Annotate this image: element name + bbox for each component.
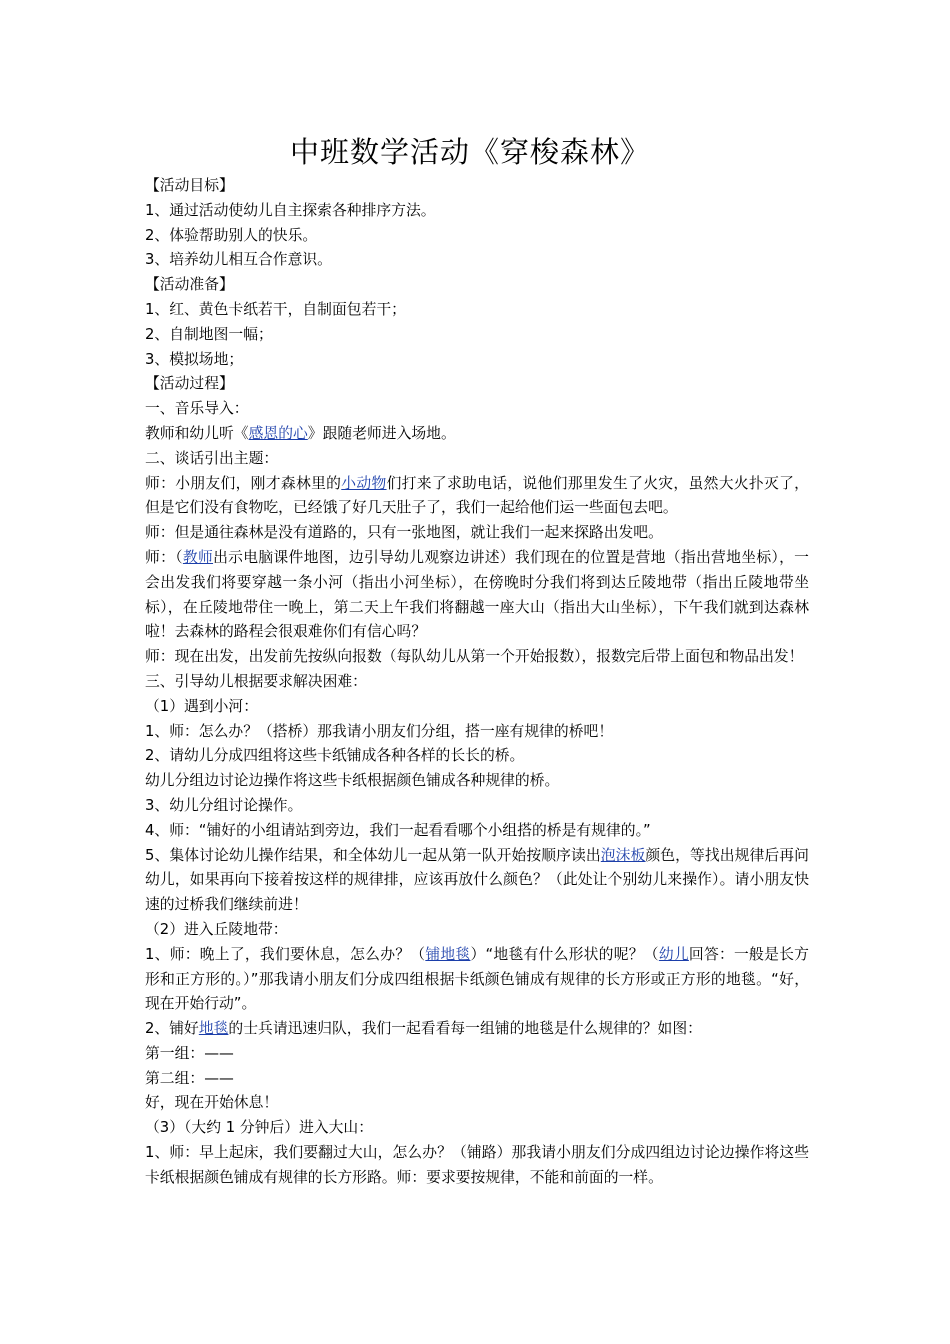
text: ）“地毯有什么形状的呢？（ — [470, 945, 659, 963]
paragraph: 1、师：早上起床，我们要翻过大山，怎么办？（铺路）那我请小朋友们分成四组边讨论边操作将这些卡纸根据颜色铺成有规律的长方形路。师：要求要按规律，不能和前面的一样。 — [145, 1144, 809, 1186]
paragraph: 2、请幼儿分成四组将这些卡纸铺成各种各样的长长的桥。 — [145, 747, 525, 765]
text: 教师和幼儿听《 — [145, 424, 249, 442]
text: 颜色，等找出规律后再问幼儿，如果再向下接着按这样的规律排，应该再放什么颜色？（此处让个别幼儿来操作）。请小朋友快速的过桥我们继续前进！ — [145, 846, 809, 914]
document-body — [145, 174, 809, 1191]
process-heading: 【活动过程】 — [145, 375, 234, 393]
paragraph: 好，现在开始休息！ — [145, 1094, 279, 1112]
subsection-heading: （3）（大约 1 分钟后）进入大山： — [145, 1119, 373, 1137]
prep-item: 1、红、黄色卡纸若干，自制面包若干； — [145, 300, 406, 318]
paragraph — [145, 1017, 809, 1042]
link-small-animals[interactable]: 小动物 — [341, 474, 387, 492]
link-teacher[interactable]: 教师 — [182, 548, 214, 566]
prep-heading: 【活动准备】 — [145, 276, 234, 294]
goal-item: 3、培养幼儿相互合作意识。 — [145, 251, 332, 269]
paragraph: 幼儿分组边讨论边操作将这些卡纸根据颜色铺成各种规律的桥。 — [145, 772, 560, 790]
subsection-heading: （1）遇到小河： — [145, 697, 258, 715]
text: 出示电脑课件地图，边引导幼儿观察边讲述）我们现在的位置是营地（指出营地坐标），一会出发我们将要穿越一条小河（指出小河坐标），在傍晚时分我们将到达丘陵地带（指出丘陵地带坐标），在丘陵地带住一晚上，第二天上午我们将翻越一座大山（指出大山坐标），下午我们就到达森林啦！去森林的路程会很艰难你们有信心吗？ — [145, 548, 809, 641]
paragraph — [145, 844, 809, 918]
paragraph — [145, 943, 809, 1017]
goal-heading: 【活动目标】 — [145, 177, 234, 194]
link-foam-board[interactable]: 泡沫板 — [600, 846, 646, 864]
text: 师：小朋友们，刚才森林里的 — [145, 474, 342, 492]
paragraph: 3、幼儿分组讨论操作。 — [145, 796, 303, 814]
text: 回答：一般是长方形和正方形的。）”那我请小朋友们分成四组根据卡纸颜色铺成有规律的长方形或正方形的地毯。“好，现在开始行动”。 — [145, 945, 809, 1013]
paragraph — [145, 472, 809, 522]
link-lay-carpet[interactable]: 铺地毯 — [425, 945, 471, 963]
link-carpet[interactable]: 地毯 — [198, 1020, 229, 1038]
paragraph — [145, 422, 809, 447]
paragraph: 师：现在出发，出发前先按纵向报数（每队幼儿从第一个开始报数），报数完后带上面包和物品出发！ — [145, 648, 804, 666]
text: 5、集体讨论幼儿操作结果，和全体幼儿一起从第一队开始按顺序读出 — [145, 846, 601, 864]
text: 师：（ — [145, 548, 183, 566]
paragraph: 1、师：怎么办？（搭桥）那我请小朋友们分组，搭一座有规律的桥吧！ — [145, 722, 614, 740]
section-heading: 二、谈话引出主题： — [145, 449, 279, 467]
paragraph: 第二组：—— — [145, 1069, 234, 1087]
text: 》跟随老师进入场地。 — [307, 424, 456, 442]
link-gratitude-song[interactable]: 感恩的心 — [248, 424, 308, 442]
text: 1、师：晚上了，我们要休息，怎么办？（ — [145, 945, 426, 963]
text: 的士兵请迅速归队，我们一起看看每一组铺的地毯是什么规律的？如图： — [228, 1020, 702, 1038]
paragraph: 4、师：“铺好的小组请站到旁边，我们一起看看哪个小组搭的桥是有规律的。” — [145, 821, 651, 839]
link-children[interactable]: 幼儿 — [658, 945, 689, 963]
paragraph — [145, 546, 809, 645]
subsection-heading: （2）进入丘陵地带： — [145, 920, 288, 938]
page-title: 中班数学活动《穿梭森林》 — [289, 135, 650, 169]
paragraph: 第一组：—— — [145, 1044, 234, 1062]
prep-item: 3、模拟场地； — [145, 350, 244, 368]
text: 2、铺好 — [145, 1020, 199, 1038]
goal-item: 2、体验帮助别人的快乐。 — [145, 226, 318, 244]
paragraph: 师：但是通往森林是没有道路的，只有一张地图，就让我们一起来探路出发吧。 — [145, 524, 663, 542]
prep-item: 2、自制地图一幅； — [145, 325, 273, 343]
goal-item: 1、通过活动使幼儿自主探索各种排序方法。 — [145, 201, 436, 219]
text: 们打来了求助电话，说他们那里发生了火灾，虽然大火扑灭了，但是它们没有食物吃，已经饿了好几天肚子了，我们一起给他们运一些面包去吧。 — [145, 474, 809, 517]
section-heading: 三、引导幼儿根据要求解决困难： — [145, 672, 367, 690]
section-heading: 一、音乐导入： — [145, 400, 249, 418]
